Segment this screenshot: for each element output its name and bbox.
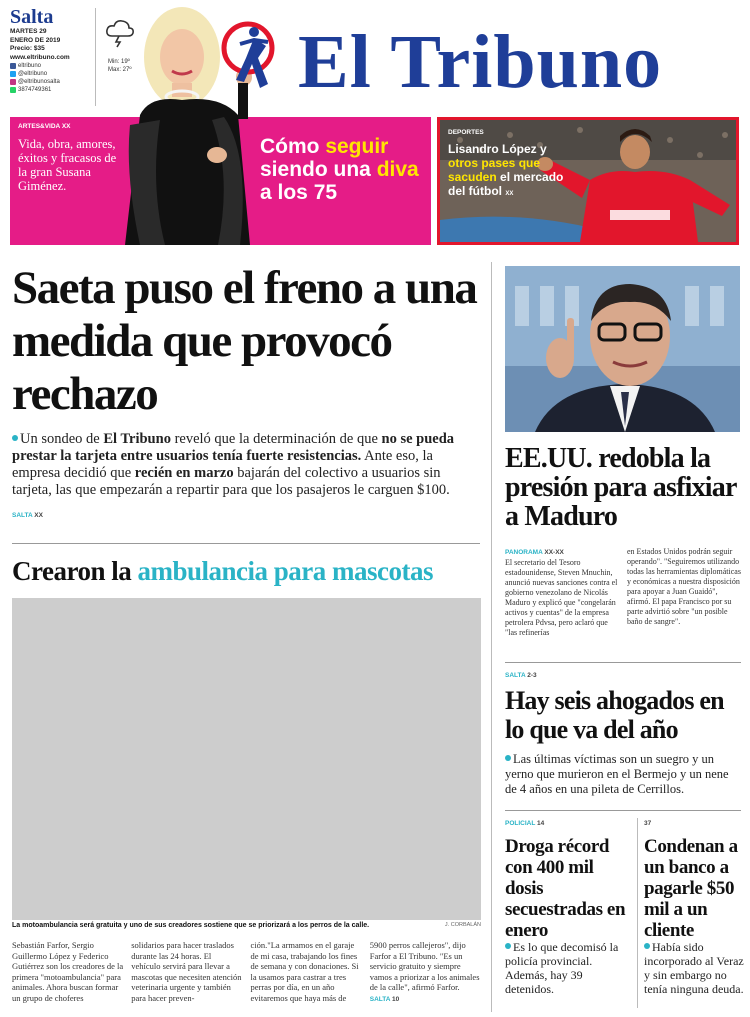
drowned-headline[interactable]: Hay seis ahogados en lo que va del año [505,686,724,744]
maduro-body [505,547,741,638]
sport-headline: Lisandro López y otros pases que sacuden el mercado del fútbol XX [448,142,564,198]
body-column: Sebastián Farfor, Sergio Guillermo López y Federico Gutiérrez son los creadores de la primera "motoambulancia" para animales. Ahora buscan formar un grupo de choferes [12,940,124,1003]
instagram-icon [10,79,16,85]
website-link[interactable]: www.eltribuno.com [10,53,70,61]
drowned-kicker[interactable]: SALTA 2-3 [505,672,537,679]
section-divider [12,543,480,544]
facebook-icon [10,63,16,69]
photo-credit: J. CORBALÁN [444,922,481,928]
section-divider [505,810,741,811]
maduro-kicker[interactable]: PANORAMA XX-XX [505,549,564,556]
bullet-icon [644,943,650,949]
city-name: Salta [10,6,54,28]
el-tribuno-logo-icon [218,18,278,98]
twitter-handle: @eltribuno [18,71,48,77]
date-line: MARTES 29 [10,28,47,35]
ambulance-body [12,940,481,1005]
bullet-icon [505,943,511,949]
social-facebook[interactable] [10,62,100,70]
masthead [0,0,750,115]
promo-subtext: Vida, obra, amores, éxitos y fracasos de la gran Susana Giménez. [18,137,117,193]
drugs-headline[interactable]: Droga récord con 400 mil dosis secuestradas en enero [505,836,626,941]
mnuchin-photo [505,266,740,432]
main-section-kicker[interactable]: SALTA XX [12,512,43,519]
bullet-icon [12,435,18,441]
bank-headline[interactable]: Condenan a un banco a pagarle $50 mil a un cliente [644,836,738,941]
whatsapp-icon [10,87,16,93]
social-whatsapp[interactable] [10,86,100,94]
ambulance-headline[interactable]: Crearon la ambulancia para mascotas [12,556,434,586]
promo-deportes[interactable] [437,117,739,245]
phone-number: 3874749361 [18,87,52,93]
section-divider [505,662,741,663]
bank-dek: Había sido incorporado al Veraz y sin embargo no tenía ninguna deuda. [644,940,744,996]
social-twitter[interactable] [10,70,100,78]
price: Precio: $35 [10,45,45,52]
drugs-kicker[interactable]: POLICIAL 14 [505,820,545,827]
body-column: solidarios para hacer traslados durante las 24 horas. El vehículo servirá para llevar a mascotas que necesiten atención veterinaria urgente y también para hacer preven- [131,940,242,1003]
promo-section-tag: ARTES&VIDA XX [18,123,71,130]
temp-min: Min: 19º [108,59,130,65]
drugs-dek: Es lo que decomisó la policía provincial. Además, hay 39 detenidos. [505,940,619,996]
main-headline[interactable]: Saeta puso el freno a una medida que provocó rechazo [12,262,477,420]
column-divider [491,262,492,1012]
drowned-dek: Las últimas víctimas son un suegro y un yerno que murieron en el Bermejo y un nene de 4 años en una pileta de Cerrillos. [505,752,729,796]
photo-caption: J. CORBALÁN La motoambulancia será gratuita y uno de sus creadores sostiene que se priorizará a los perros de la calle. [12,922,481,929]
main-dek: Un sondeo de El Tribuno reveló que la determinación de que no se pueda prestar la tarjeta entre usuarios tenía fuerte resistencias. Ante eso, la empresa decidió que recién en marzo bajarán del colectivo a usuarios sin tarjeta, las que empezarán a repartir para que los pasajeros le carguen $100. [12,431,455,498]
bank-kicker[interactable]: 37 [644,820,652,827]
facebook-handle: eltribuno [18,63,42,69]
social-instagram[interactable] [10,78,100,86]
body-column: PANORAMA XX-XX El secretario del Tesoro estadounidense, Steven Mnuchin, anunció nuevas sanciones contra el gobierno venezolano de Nicolás Maduro y explicó que "congelarán activos y cuentas" de la empresa petrolera Pdvsa, pero aclaró que "las refinerías [505,549,618,637]
ambulance-photo-placeholder [12,598,481,920]
instagram-handle: @eltribunosalta [18,79,60,85]
body-column: 5900 perros callejeros", dijo Farfor a El Tribuno. "Es un servicio gratuito y siempre vamos a priorizar a los animales de la calle", afirmó Farfor. SALTA 10 [369,940,480,1003]
masthead-divider [95,8,96,106]
body-column: ción."La armamos en el garaje de mi casa, trabajando los fines de semana y con donaciones. Si la usamos para castrar a tres perras por día, en un año evitaremos que haya más de [250,940,359,1003]
date-line-2: ENERO DE 2019 [10,36,61,44]
masthead-info [10,6,100,94]
sport-section-tag: DEPORTES [448,129,484,136]
twitter-icon [10,71,16,77]
maduro-headline[interactable]: EE.UU. redobla la presión para asfixiar a Maduro [505,443,737,532]
column-divider [637,818,638,1008]
temp-max: Max: 27º [108,67,132,73]
ambulance-kicker[interactable]: SALTA 10 [369,995,400,1003]
newspaper-title[interactable]: El Tribuno [298,20,663,104]
bullet-icon [505,755,511,761]
promo-headline: Cómo seguir siendo una diva a los 75 [260,135,419,204]
body-column: en Estados Unidos podrán seguir operando". "Seguiremos utilizando todas las herramientas diplomáticas y económicas a nuestra disposición para apoyar a Juan Guaidó", afirmó. El papa Francisco por su parte advirtió sobre "un posible baño de sangre". [627,547,741,626]
